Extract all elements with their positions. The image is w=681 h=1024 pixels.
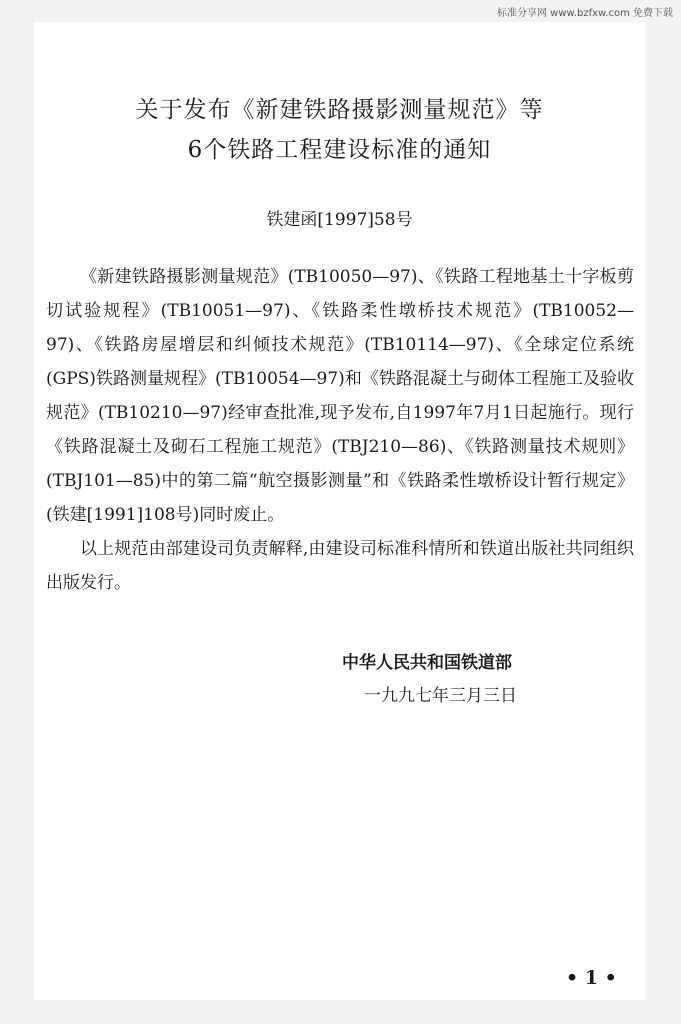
signature-date: 一九九七年三月三日 — [364, 686, 517, 706]
document-title — [34, 90, 645, 170]
title-line-2: 6个铁路工程建设标准的通知 — [187, 137, 492, 163]
body-paragraph-1: 《新建铁路摄影测量规范》(TB10050—97)、《铁路工程地基土十字板剪切试验规程》(TB10051—97)、《铁路柔性墩桥技术规范》(TB10052—97)、《铁路房屋增层和纠倾技术规范》(TB10114—97)、《全球定位系统(GPS)铁路测量规程》(TB10054—97)和《铁路混凝土与砌体工程施工及验收规范》(TB10210—97)经审查批准,现予发布,自1997年7月1日起施行。现行《铁路混凝土及砌石工程施工规范》(TBJ210—86)、《铁路测量技术规则》(TBJ101—85)中的第二篇“航空摄影测量”和《铁路柔性墩桥设计暂行规定》(铁建[1991]108号)同时废止。 — [46, 267, 634, 525]
site-watermark: 标准分享网 www.bzfxw.com 免费下载 — [497, 8, 673, 19]
document-page — [34, 22, 645, 1000]
body-paragraph-2: 以上规范由部建设司负责解释,由建设司标准科情所和铁道出版社共同组织出版发行。 — [46, 539, 634, 593]
signature-organization: 中华人民共和国铁道部 — [342, 653, 512, 673]
document-number: 铁建函[1997]58号 — [266, 210, 413, 230]
title-line-1: 关于发布《新建铁路摄影测量规范》等 — [135, 97, 544, 123]
page-number: • 1 • — [566, 967, 617, 989]
document-body — [46, 260, 634, 600]
